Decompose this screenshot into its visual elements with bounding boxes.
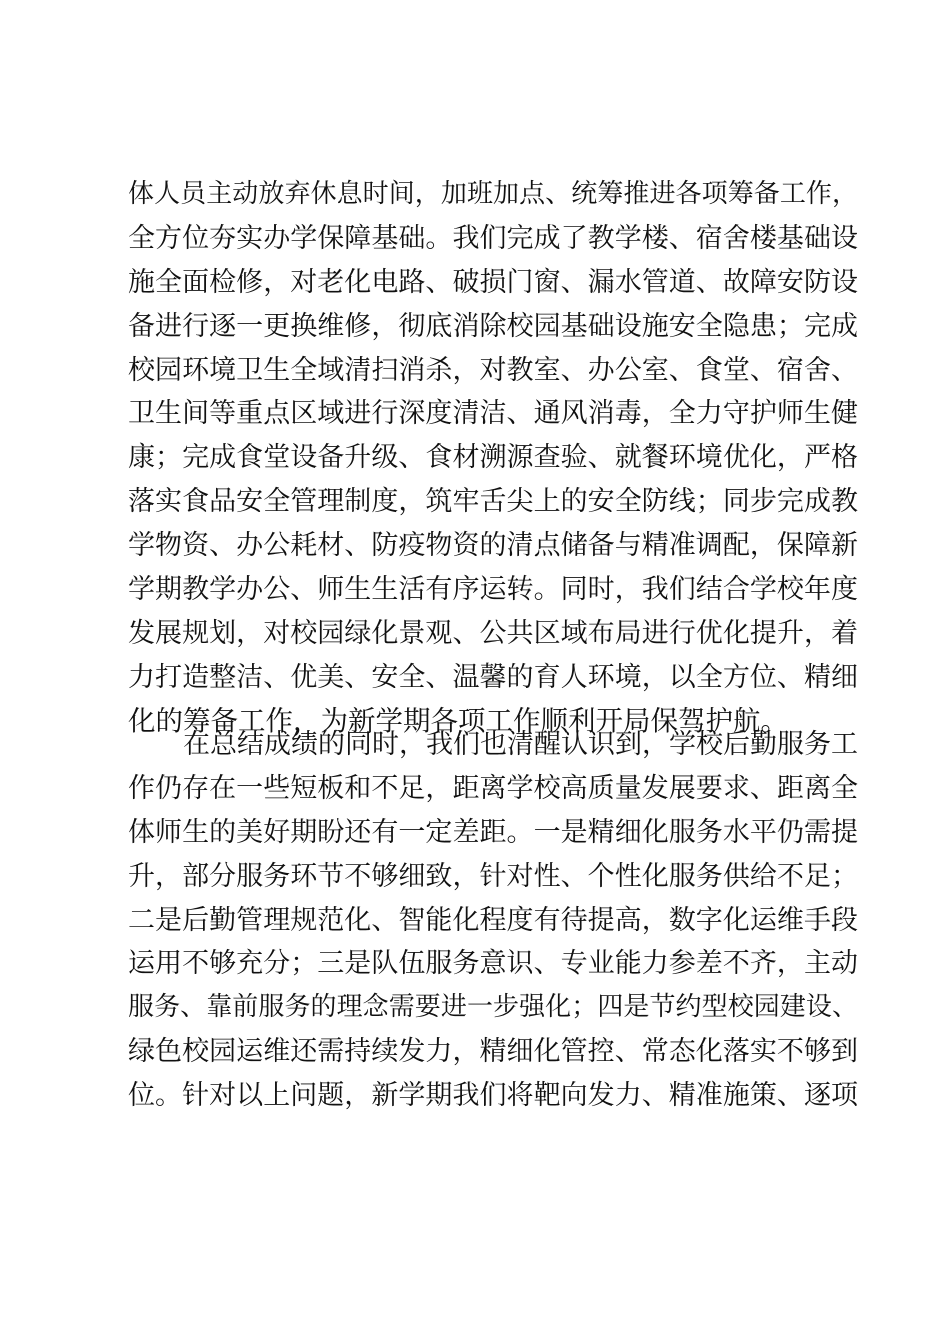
text-line: 升，部分服务环节不够细致，针对性、个性化服务供给不足； [128,860,858,892]
text-line: 落实食品安全管理制度，筑牢舌尖上的安全防线；同步完成教 [128,486,858,518]
paragraph-2 [128,723,858,1118]
text-line: 二是后勤管理规范化、智能化程度有待提高，数字化运维手段 [128,904,858,936]
text-line: 学期教学办公、师生生活有序运转。同时，我们结合学校年度 [128,574,858,606]
text-line: 体人员主动放弃休息时间，加班加点、统筹推进各项筹备工作， [128,179,858,209]
text-line: 发展规划，对校园绿化景观、公共区域布局进行优化提升，着 [128,617,858,649]
text-line: 在总结成绩的同时，我们也清醒认识到，学校后勤服务工 [183,729,858,760]
text-line: 体师生的美好期盼还有一定差距。一是精细化服务水平仍需提 [128,816,858,848]
text-line: 施全面检修，对老化电路、破损门窗、漏水管道、故障安防设 [128,266,858,298]
text-line: 运用不够充分；三是队伍服务意识、专业能力参差不齐，主动 [128,948,858,980]
text-line: 全方位夯实办学保障基础。我们完成了教学楼、宿舍楼基础设 [128,222,858,254]
text-line: 位。针对以上问题，新学期我们将靶向发力、精准施策、逐项 [128,1080,858,1112]
text-line: 绿色校园运维还需持续发力，精细化管控、常态化落实不够到 [128,1036,858,1068]
text-line: 服务、靠前服务的理念需要进一步强化；四是节约型校园建设、 [128,992,858,1023]
text-line: 力打造整洁、优美、安全、温馨的育人环境，以全方位、精细 [128,661,858,693]
text-line: 化的筹备工作，为新学期各项工作顺利开局保驾护航。 [128,704,788,737]
text-line: 卫生间等重点区域进行深度清洁、通风消毒，全力守护师生健 [128,398,858,430]
text-line: 作仍存在一些短板和不足，距离学校高质量发展要求、距离全 [128,772,858,804]
text-line: 备进行逐一更换维修，彻底消除校园基础设施安全隐患；完成 [128,310,858,342]
paragraph-1 [128,173,858,744]
text-line: 校园环境卫生全域清扫消杀，对教室、办公室、食堂、宿舍、 [128,354,858,386]
text-line: 学物资、办公耗材、防疫物资的清点储备与精准调配，保障新 [128,530,858,562]
text-line: 康；完成食堂设备升级、食材溯源查验、就餐环境优化，严格 [128,442,858,474]
